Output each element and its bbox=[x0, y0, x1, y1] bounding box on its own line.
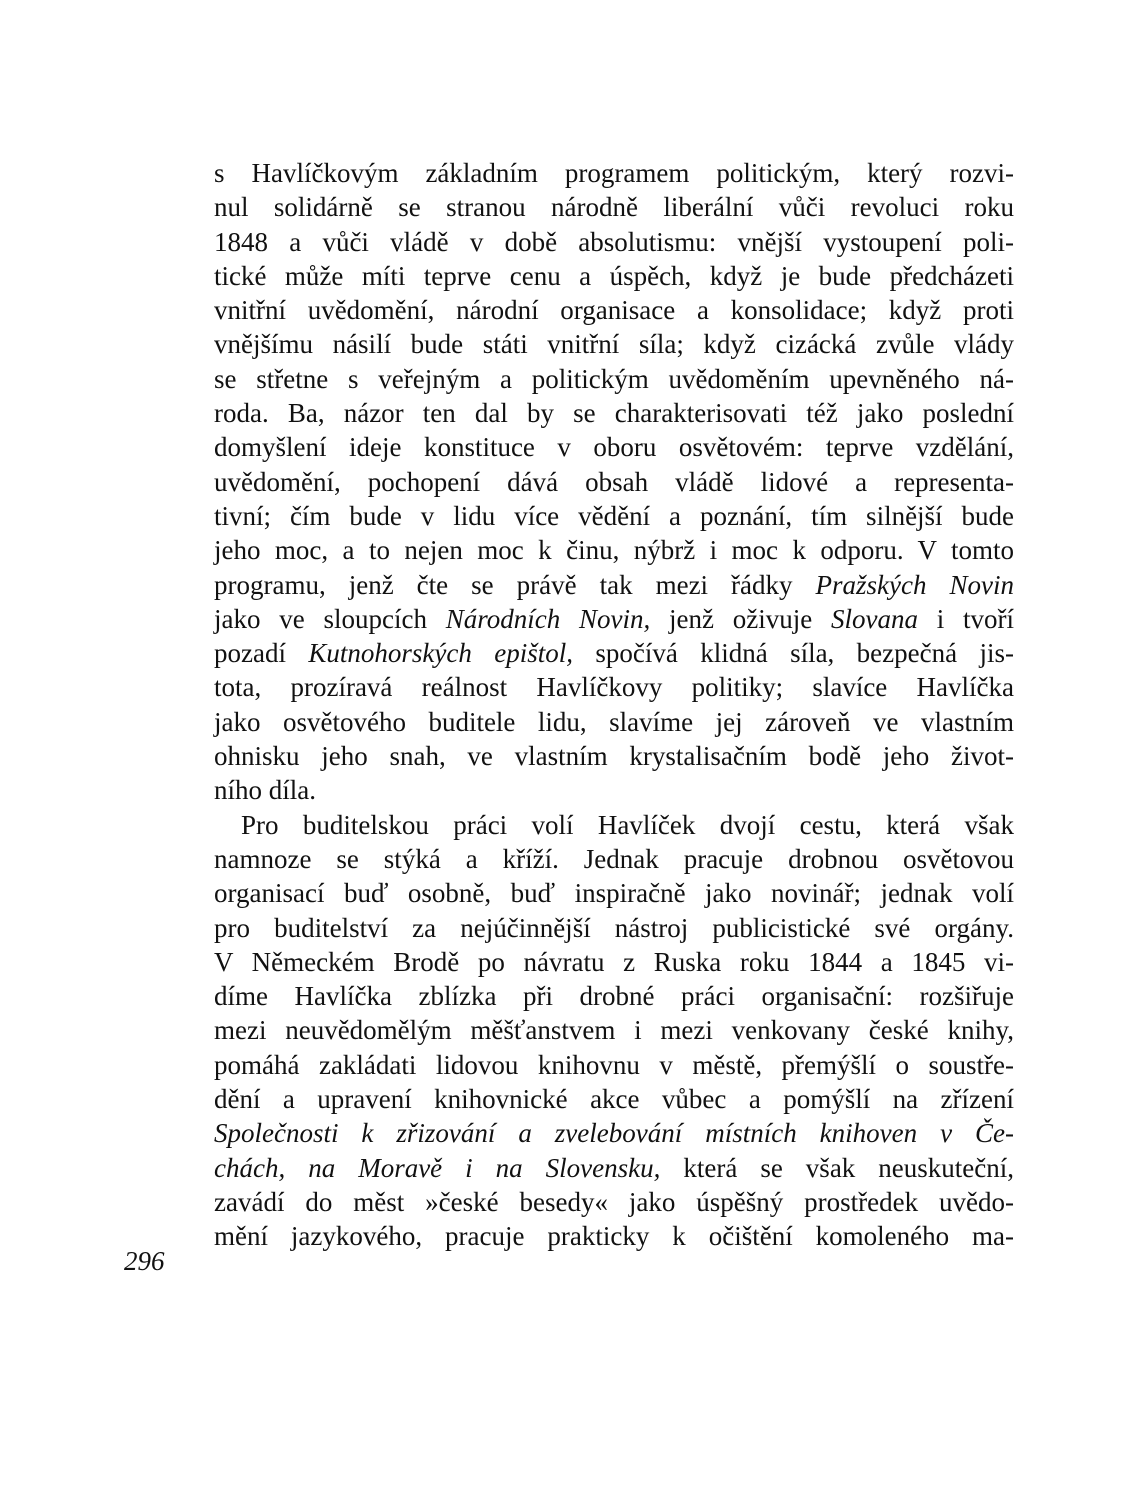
text-segment: jako osvětového buditele lidu, slavíme jej zároveň ve vlastním bbox=[214, 706, 1014, 737]
page-number: 296 bbox=[124, 1246, 165, 1276]
text-segment: zavádí do měst »české besedy« jako úspěšný prostředek uvědo- bbox=[214, 1186, 1014, 1217]
italic-title-text: Pražských Novin bbox=[815, 569, 1014, 600]
text-line bbox=[214, 499, 1014, 533]
text-segment: ohnisku jeho snah, ve vlastním krystalisačním bodě jeho život- bbox=[214, 741, 1014, 772]
text-segment: díme Havlíčka zblízka při drobné práci organisační: rozšiřuje bbox=[214, 981, 1014, 1012]
text-line bbox=[214, 1048, 1014, 1082]
text-line bbox=[214, 293, 1014, 327]
text-line bbox=[214, 259, 1014, 293]
text-segment: vnějšímu násilí bude státi vnitřní síla; když cizácká zvůle vlády bbox=[214, 329, 1014, 360]
text-segment: vnitřní uvědomění, národní organisace a konsolidace; když proti bbox=[214, 295, 1014, 326]
text-line bbox=[214, 1116, 1014, 1150]
text-line bbox=[214, 670, 1014, 704]
text-line bbox=[214, 911, 1014, 945]
text-line bbox=[214, 156, 1014, 190]
text-line bbox=[214, 945, 1014, 979]
text-segment: namnoze se stýká a kříží. Jednak pracuje drobnou osvětovou bbox=[214, 843, 1014, 874]
text-segment: mezi neuvědomělým měšťanstvem i mezi venkovany české knihy, bbox=[214, 1015, 1014, 1046]
text-line bbox=[214, 808, 1014, 842]
text-segment: jenž oživuje bbox=[650, 603, 831, 634]
body-text bbox=[214, 156, 1014, 1254]
text-segment: s Havlíčkovým základním programem politickým, který rozvi- bbox=[214, 158, 1014, 188]
text-segment: která se však neuskuteční, bbox=[660, 1152, 1015, 1183]
text-segment: programu, jenž čte se právě tak mezi řádky bbox=[214, 569, 816, 600]
text-segment: tota, prozíravá reálnost Havlíčkovy politiky; slavíce Havlíčka bbox=[214, 672, 1014, 703]
text-line bbox=[214, 1151, 1014, 1185]
text-segment: pomáhá zakládati lidovou knihovnu v městě, přemýšlí o soustře- bbox=[214, 1049, 1014, 1080]
text-segment: domyšlení ideje konstituce v oboru osvětovém: teprve vzdělání, bbox=[214, 432, 1014, 463]
text-segment: spočívá klidná síla, bezpečná jis- bbox=[572, 638, 1014, 669]
text-segment: se střetne s veřejným a politickým uvědoměním upevněného ná- bbox=[214, 363, 1014, 394]
text-segment: pozadí bbox=[214, 638, 309, 669]
text-line bbox=[214, 190, 1014, 224]
italic-title-text: Kutnohorských epištol, bbox=[308, 638, 573, 669]
text-segment: i tvoří bbox=[917, 603, 1015, 634]
text-line bbox=[214, 465, 1014, 499]
text-line bbox=[214, 225, 1014, 259]
text-segment: organisací buď osobně, buď inspiračně jako novinář; jednak volí bbox=[214, 878, 1014, 909]
text-line bbox=[214, 773, 1014, 807]
text-segment: nul solidárně se stranou národně liberální vůči revoluci roku bbox=[214, 192, 1014, 223]
italic-title-text: Slovana bbox=[830, 603, 918, 634]
text-line bbox=[214, 636, 1014, 670]
text-segment: jeho moc, a to nejen moc k činu, nýbrž i moc k odporu. V tomto bbox=[214, 535, 1014, 566]
text-line bbox=[214, 362, 1014, 396]
italic-title-text: Národních Novin, bbox=[445, 603, 651, 634]
text-line bbox=[214, 876, 1014, 910]
text-segment: tivní; čím bude v lidu více vědění a poznání, tím silnější bude bbox=[214, 500, 1014, 531]
italic-title-text: chách, na Moravě i na Slovensku, bbox=[214, 1152, 661, 1183]
text-segment: 1848 a vůči vládě v době absolutismu: vnější vystoupení poli- bbox=[214, 226, 1014, 257]
text-segment: mění jazykového, pracuje prakticky k očištění komoleného ma- bbox=[214, 1221, 1014, 1252]
text-line bbox=[214, 568, 1014, 602]
text-segment: Pro buditelskou práci volí Havlíček dvojí cestu, která však bbox=[241, 809, 1014, 840]
text-line bbox=[214, 1219, 1014, 1253]
text-segment: pro buditelství za nejúčinnější nástroj publicistické své orgány. bbox=[214, 912, 1014, 943]
text-segment: uvědomění, pochopení dává obsah vládě lidové a representa- bbox=[214, 466, 1014, 497]
text-line bbox=[214, 1082, 1014, 1116]
text-line bbox=[214, 533, 1014, 567]
text-line bbox=[214, 1013, 1014, 1047]
text-segment: roda. Ba, názor ten dal by se charakterisovati též jako poslední bbox=[214, 398, 1014, 429]
text-line bbox=[214, 1185, 1014, 1219]
text-segment: ního díla. bbox=[214, 775, 316, 806]
text-segment: jako ve sloupcích bbox=[214, 603, 446, 634]
text-segment: tické může míti teprve cenu a úspěch, když je bude předcházeti bbox=[214, 260, 1014, 291]
text-line bbox=[214, 705, 1014, 739]
text-segment: V Německém Brodě po návratu z Ruska roku 1844 a 1845 vi- bbox=[214, 946, 1014, 977]
text-line bbox=[214, 739, 1014, 773]
text-line bbox=[214, 979, 1014, 1013]
text-line bbox=[214, 842, 1014, 876]
text-line bbox=[214, 327, 1014, 361]
text-line bbox=[214, 396, 1014, 430]
text-segment: dění a upravení knihovnické akce vůbec a pomýšlí na zřízení bbox=[214, 1084, 1014, 1115]
text-line bbox=[214, 430, 1014, 464]
text-line bbox=[214, 602, 1014, 636]
italic-title-text: Společnosti k zřizování a zvelebování místních knihoven v Če- bbox=[214, 1118, 1014, 1149]
